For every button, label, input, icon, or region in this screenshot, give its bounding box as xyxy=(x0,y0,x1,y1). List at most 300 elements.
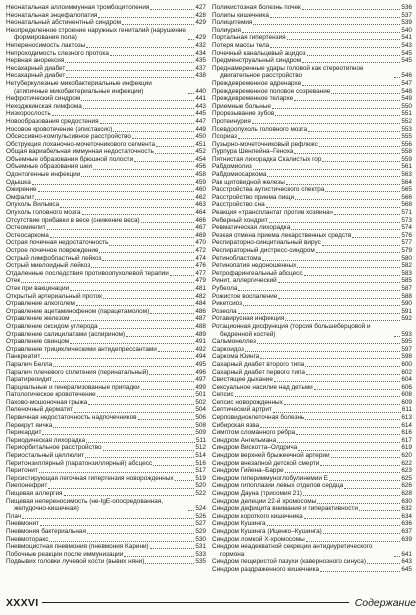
entry-page: 496 xyxy=(195,368,206,376)
entry-title: Синдром Ангельмана xyxy=(212,436,277,444)
entry-page: 636 xyxy=(401,520,412,528)
entry-title: Новообразования средостения xyxy=(6,117,99,125)
entry-title: Общая вариабельная иммунная недостаточность xyxy=(6,148,154,156)
dot-leader xyxy=(334,214,400,215)
entry-title: Синдром раздраженного кишечника xyxy=(212,565,320,573)
index-entry xyxy=(212,384,412,392)
entry-title: Саркоидоз xyxy=(212,345,244,353)
entry-page: 512 xyxy=(195,444,206,452)
entry-page: 459 xyxy=(195,178,206,186)
entry-title: Пурпура Шенлейна–Геноха xyxy=(212,148,294,156)
entry-page: 564 xyxy=(401,178,412,186)
entry-title: Синдром дефицита внимания и гиперактивности xyxy=(212,505,358,513)
section-title: Содержание xyxy=(349,594,416,612)
entry-title: Синдром верхней брыжеечной артерии xyxy=(212,452,330,460)
entry-page: 531 xyxy=(195,543,206,551)
entry-page: 460 xyxy=(195,186,206,194)
dot-leader xyxy=(277,442,400,443)
dot-leader xyxy=(70,290,194,291)
dot-leader xyxy=(306,541,401,542)
dot-leader xyxy=(188,93,194,94)
entry-title: Остеосаркома xyxy=(6,231,49,239)
dot-leader xyxy=(156,146,194,147)
entry-title: Преждевременное адренархе xyxy=(212,79,302,87)
entry-page: 583 xyxy=(401,269,412,277)
dot-leader xyxy=(308,131,400,132)
entry-page: 579 xyxy=(401,247,412,254)
index-entry xyxy=(6,376,206,384)
dot-leader xyxy=(86,47,194,48)
dot-leader xyxy=(394,556,400,557)
dot-leader xyxy=(91,267,194,268)
dot-leader xyxy=(302,62,400,63)
entry-title: Нефротический синдром xyxy=(6,95,81,103)
entry-page: 479 xyxy=(195,277,206,285)
index-entry xyxy=(6,513,206,521)
index-entry xyxy=(212,566,412,574)
entry-title: Синдром Вискотта–Олдрича xyxy=(212,444,298,452)
dot-leader xyxy=(307,55,401,56)
entry-page: 435 xyxy=(195,57,206,65)
dot-leader xyxy=(322,161,400,162)
entry-title: Потеря массы тела xyxy=(212,41,270,49)
dot-leader xyxy=(287,39,401,40)
index-entry xyxy=(6,247,206,255)
index-entry xyxy=(6,536,206,544)
entry-page: 536 xyxy=(401,4,412,11)
entry-page: 573 xyxy=(401,216,412,224)
entry-title: Острый миелоидный лейкоз xyxy=(6,262,91,270)
dot-leader xyxy=(41,358,194,359)
entry-page: 506 xyxy=(195,414,206,422)
entry-page: 452 xyxy=(195,148,206,156)
index-entry xyxy=(212,467,412,475)
dot-leader xyxy=(297,267,400,268)
entry-title: Пневмония бактериальная xyxy=(6,527,86,535)
entry-page: 447 xyxy=(195,117,206,125)
entry-title: Полипы кишечника xyxy=(212,11,269,19)
index-entry xyxy=(212,118,412,126)
dot-leader xyxy=(331,93,400,94)
index-entry xyxy=(6,209,206,217)
entry-title: Почечный канальцевый ацидоз xyxy=(212,49,306,57)
entry-page: 634 xyxy=(401,512,412,520)
entry-page: 628 xyxy=(401,490,412,497)
index-entry xyxy=(212,437,412,445)
dot-leader xyxy=(235,396,401,397)
dot-leader xyxy=(252,123,401,124)
entry-page: 489 xyxy=(195,330,206,338)
entry-page: 582 xyxy=(401,262,412,270)
index-entry xyxy=(6,95,206,103)
entry-title: Резкая отмена приема лекарственных средств xyxy=(212,231,352,239)
index-entry xyxy=(212,391,412,399)
entry-title: Открытый артериальный проток xyxy=(6,292,102,300)
entry-title: Симптом сломанного ребра xyxy=(212,429,296,437)
entry-page: 609 xyxy=(401,398,412,406)
page-number: XXXVI xyxy=(0,594,42,612)
entry-title: Низкорослость xyxy=(6,110,51,118)
dot-leader xyxy=(141,222,195,223)
entry-title: Непроходимость слезного протока xyxy=(6,49,109,57)
dot-leader xyxy=(394,77,400,78)
entry-title: Паратиреоидит xyxy=(6,376,53,384)
entry-title: Пневмоторакс xyxy=(6,535,49,543)
entry-title: Отравление алкоголем xyxy=(6,300,75,308)
dot-leader xyxy=(42,434,194,435)
index-entry xyxy=(212,201,412,209)
dot-leader xyxy=(306,374,400,375)
entry-page: 566 xyxy=(401,193,412,201)
entry-title: Одышка xyxy=(6,178,31,186)
entry-page: 549 xyxy=(401,95,412,103)
entry-page: 613 xyxy=(401,414,412,422)
dot-leader xyxy=(285,320,400,321)
dot-leader xyxy=(88,404,194,405)
dot-leader xyxy=(83,108,194,109)
entry-page: 495 xyxy=(195,360,206,368)
index-entry xyxy=(6,224,206,232)
entry-title: Периостальный целлюлит xyxy=(6,452,85,460)
dot-leader xyxy=(278,282,401,283)
index-entry xyxy=(212,369,412,377)
dot-leader xyxy=(134,161,194,162)
entry-title: Патологическое кровотечение xyxy=(6,391,96,399)
entry-title: Острая почечная недостаточность xyxy=(6,239,109,247)
index-entry xyxy=(6,201,206,209)
index-entry xyxy=(212,452,412,460)
entry-title: Отдаленные последствия противоопухолевой терапии xyxy=(6,269,169,277)
entry-page: 535 xyxy=(195,558,206,566)
index-entry xyxy=(6,285,206,293)
entry-title: Непереносимость лактозы xyxy=(6,41,86,49)
entry-title: Пневмоцистная пневмония (пневмония Карини) xyxy=(6,543,149,551)
entry-title: Периорбитальное расстройство xyxy=(6,444,102,452)
index-entry xyxy=(6,126,206,134)
index-entry xyxy=(212,133,412,141)
entry-page: 440 xyxy=(195,87,206,95)
entry-page: 467 xyxy=(195,224,206,232)
index-entry xyxy=(6,323,206,331)
entry-page: 580 xyxy=(401,254,412,262)
entry-page: 604 xyxy=(401,376,412,384)
entry-page: 472 xyxy=(195,247,206,254)
entry-title: Отсутствие прибавки в весе (снижение веса) xyxy=(6,216,140,224)
index-entry xyxy=(6,361,206,369)
entry-title: Преждевременное половое созревание xyxy=(212,87,331,95)
entry-title: Сексуальное насилие над детьми xyxy=(212,383,313,391)
dot-leader xyxy=(122,24,194,25)
dot-leader xyxy=(32,184,195,185)
entry-title: Опухоль головного мозга xyxy=(6,209,81,217)
page-footer xyxy=(0,592,416,615)
dot-leader xyxy=(305,366,400,367)
entry-title: Плач xyxy=(6,512,22,520)
entry-title: Отравление салицилатами (аспирином) xyxy=(6,330,126,338)
entry-page: 591 xyxy=(401,307,412,315)
entry-title: Персистирующая легочная гипертензия новорожденных xyxy=(6,474,174,482)
dot-leader xyxy=(138,419,195,420)
dot-leader xyxy=(109,245,194,246)
index-entry xyxy=(212,57,412,65)
dot-leader xyxy=(150,548,195,549)
entry-title: Неходжкинская лимфома xyxy=(6,102,82,110)
dot-leader xyxy=(150,9,194,10)
entry-title: Ретинопатия недоношенных xyxy=(212,262,297,270)
entry-page: 568 xyxy=(401,201,412,209)
entry-page: 508 xyxy=(195,421,206,429)
entry-title: Пузырно-мочеточниковый рефлюкс xyxy=(212,140,318,148)
entry-title: Синдром ломкой Х-хромосомы xyxy=(212,535,305,543)
entry-title: Прорезывание зубов xyxy=(212,110,275,118)
dot-leader xyxy=(344,488,400,489)
entry-title: Портальная гипертензия xyxy=(212,34,286,42)
dot-leader xyxy=(294,153,400,154)
index-entry xyxy=(212,376,412,384)
entry-title: Отравление трициклическими антидепрессантами xyxy=(6,345,157,353)
entry-page: 466 xyxy=(195,216,206,224)
index-entry xyxy=(6,444,206,452)
entry-title: Полицитемия xyxy=(212,19,253,27)
dot-leader xyxy=(87,533,194,534)
entry-page: 558 xyxy=(401,148,412,156)
dot-leader xyxy=(170,275,195,276)
index-entry xyxy=(212,65,412,80)
index-entry xyxy=(212,520,412,528)
index-entry xyxy=(6,452,206,460)
dot-leader xyxy=(64,495,195,496)
dot-leader xyxy=(298,450,400,451)
dot-leader xyxy=(284,404,401,405)
entry-title: Отравление железом xyxy=(6,315,70,323)
entry-page: 526 xyxy=(195,512,206,520)
entry-page: 487 xyxy=(195,315,206,323)
index-entry xyxy=(212,444,412,452)
index-entry xyxy=(212,126,412,134)
index-entry xyxy=(6,103,206,111)
entry-title: Респираторно-синцитиальный вирус xyxy=(212,239,321,247)
entry-title: Остеомиелит xyxy=(6,224,46,232)
entry-title: Реберный хондрит xyxy=(212,216,268,224)
dot-leader xyxy=(145,563,194,564)
entry-title: Псориаз xyxy=(212,133,237,141)
entry-page: 548 xyxy=(401,87,412,95)
dot-leader xyxy=(325,191,400,192)
entry-page: 606 xyxy=(401,383,412,391)
dot-leader xyxy=(70,343,194,344)
dot-leader xyxy=(314,389,401,390)
dot-leader xyxy=(38,191,195,192)
entry-page: 616 xyxy=(401,429,412,437)
index-entry xyxy=(212,543,412,558)
dot-leader xyxy=(50,237,195,238)
index-entry xyxy=(6,300,206,308)
dot-leader xyxy=(242,32,400,33)
dot-leader xyxy=(113,131,194,132)
entry-title: Расстройства аутистического спектра xyxy=(212,186,325,194)
dot-leader xyxy=(188,510,194,511)
entry-title: Паралич Белла xyxy=(6,360,53,368)
dot-leader xyxy=(270,47,400,48)
entry-title: Отек при вакцинации xyxy=(6,284,70,292)
entry-page: 595 xyxy=(401,338,412,346)
entry-title: Пахово-мошоночная грыжа xyxy=(6,398,88,406)
entry-page: 456 xyxy=(195,163,206,171)
entry-page: 482 xyxy=(195,292,206,300)
entry-page: 563 xyxy=(401,171,412,179)
entry-page: 516 xyxy=(195,459,206,467)
entry-title: Ротационная дисфункция (торсия большеберцовой и бедренной костей) xyxy=(212,322,371,338)
entry-title: Нервная анорексия xyxy=(6,57,65,65)
index-entry xyxy=(212,34,412,42)
entry-title: Протеинурия xyxy=(212,117,251,125)
dot-leader xyxy=(155,153,194,154)
index-entry xyxy=(212,262,412,270)
dot-leader xyxy=(49,541,194,542)
entry-title: Ревматическая лихорадка xyxy=(212,224,291,232)
index-entry xyxy=(6,308,206,316)
dot-leader xyxy=(132,138,194,139)
index-entry xyxy=(212,239,412,247)
entry-page: 550 xyxy=(401,102,412,110)
entry-title: Синдром Гийена–Барре xyxy=(212,467,284,475)
entry-title: Пищевая непереносимость (не-IgE-опосредованная, желудочно-кишечная) xyxy=(6,497,164,513)
entry-title: Рабдомиосаркома xyxy=(212,171,267,179)
index-entry xyxy=(212,27,412,35)
entry-page: 486 xyxy=(195,307,206,315)
entry-title: Омфалит xyxy=(6,193,35,201)
index-entry xyxy=(6,4,206,12)
entry-page: 451 xyxy=(195,140,206,148)
index-entry xyxy=(6,72,206,80)
index-entry xyxy=(212,255,412,263)
index-entry xyxy=(6,179,206,187)
entry-title: Розеола xyxy=(212,307,237,315)
index-entry xyxy=(6,429,206,437)
entry-page: 437 xyxy=(195,64,206,72)
index-entry xyxy=(6,391,206,399)
dot-leader xyxy=(53,366,194,367)
dot-leader xyxy=(319,146,401,147)
entry-title: Объемные образования брюшной полости xyxy=(6,155,134,163)
dot-leader xyxy=(269,222,401,223)
entry-title: Пятнистая лихорадка Скалистых гор xyxy=(212,155,322,163)
entry-title: Перикардит xyxy=(6,429,42,437)
dot-leader xyxy=(257,343,400,344)
index-entry xyxy=(6,490,206,498)
entry-title: Сибирская язва xyxy=(212,421,260,429)
dot-leader xyxy=(273,412,401,413)
dot-leader xyxy=(359,510,400,511)
dot-leader xyxy=(323,533,401,534)
entry-page: 590 xyxy=(401,300,412,308)
dot-leader xyxy=(267,176,400,177)
index-entry xyxy=(212,353,412,361)
entry-page: 545 xyxy=(401,57,412,65)
dot-leader xyxy=(53,381,194,382)
index-entry xyxy=(212,12,412,20)
index-entry xyxy=(212,171,412,179)
entry-page: 474 xyxy=(195,254,206,262)
dot-leader xyxy=(302,85,400,86)
index-entry xyxy=(212,323,412,338)
index-entry xyxy=(6,558,206,566)
dot-leader xyxy=(81,100,194,101)
entry-page: 541 xyxy=(401,34,412,42)
index-column-left xyxy=(6,4,206,592)
index-entry xyxy=(212,475,412,483)
entry-title: Преднамеренные удары головой как стереотипное двигательное расстройство xyxy=(212,64,364,80)
entry-title: Несахарный диабет xyxy=(6,72,66,80)
index-entry xyxy=(6,27,206,42)
index-entry xyxy=(6,338,206,346)
index-entry xyxy=(212,247,412,255)
entry-page: 551 xyxy=(401,110,412,118)
entry-title: Одонтогенные инфекции xyxy=(6,171,81,179)
dot-leader xyxy=(260,358,400,359)
entry-page: 547 xyxy=(401,79,412,87)
entry-title: Паралич плечевого сплетения (перинатальный) xyxy=(6,368,149,376)
dot-leader xyxy=(110,55,194,56)
entry-page: 464 xyxy=(195,209,206,217)
index-entry xyxy=(6,186,206,194)
entry-page: 427 xyxy=(195,4,206,11)
index-entry xyxy=(212,4,412,12)
index-entry xyxy=(212,513,412,521)
entry-page: 539 xyxy=(401,19,412,27)
dot-leader xyxy=(66,70,194,71)
entry-title: Синдром делеции 22-й хромосомы xyxy=(212,497,317,505)
dot-leader xyxy=(394,336,400,337)
index-entry xyxy=(6,194,206,202)
entry-title: Отек xyxy=(6,277,21,285)
entry-title: Септический артрит xyxy=(212,406,272,414)
index-entry xyxy=(6,406,206,414)
dot-leader xyxy=(86,442,195,443)
entry-page: 552 xyxy=(401,117,412,125)
index-entry xyxy=(6,482,206,490)
dot-leader xyxy=(97,396,195,397)
entry-title: Объемные образования шеи xyxy=(6,163,92,171)
dot-leader xyxy=(126,336,194,337)
index-entry xyxy=(212,406,412,414)
entry-title: Преждевременное телархе xyxy=(212,95,294,103)
index-entry xyxy=(212,498,412,506)
index-entry xyxy=(6,239,206,247)
index-entry xyxy=(212,338,412,346)
dot-leader xyxy=(238,290,400,291)
entry-page: 533 xyxy=(195,550,206,558)
entry-page: 445 xyxy=(195,110,206,118)
entry-page: 619 xyxy=(401,444,412,452)
entry-page: 546 xyxy=(401,72,412,80)
index-entry xyxy=(212,482,412,490)
entry-page: 571 xyxy=(401,209,412,217)
entry-title: Ожирение xyxy=(6,186,37,194)
entry-title: Синдром Дауна (трисомия 21) xyxy=(212,490,303,497)
entry-title: Обструкция лоханочно-мочеточникового сегмента xyxy=(6,140,156,148)
entry-title: Периодическая лихорадка xyxy=(6,436,86,444)
index-entry xyxy=(6,270,206,278)
index-entry xyxy=(6,543,206,551)
index-entry xyxy=(212,308,412,316)
entry-page: 476 xyxy=(195,262,206,270)
index-column-right xyxy=(212,4,412,592)
entry-title: Первичная недостаточность надпочечников xyxy=(6,414,137,422)
entry-title: Перекрут яичка xyxy=(6,421,53,429)
index-entry xyxy=(6,19,206,27)
dot-leader xyxy=(47,229,195,230)
